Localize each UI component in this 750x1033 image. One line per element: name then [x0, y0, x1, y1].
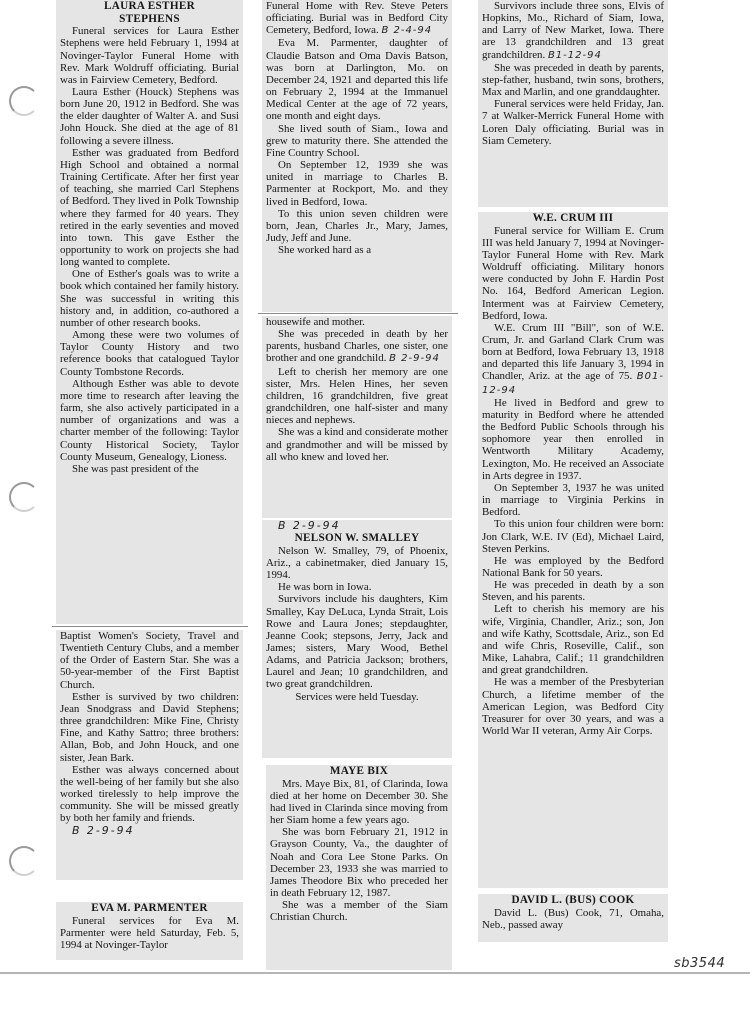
paragraph: He was a member of the Presbyterian Church, a lifetime member of the American Legion, was Bedford City Treasurer for over 30 years, and was a World War II veteran, Army Air Corps. [482, 676, 664, 737]
obituary-heading: MAYE BIX [329, 765, 389, 777]
paragraph: Funeral Home with Rev. Steve Peters officiating. Burial was in Bedford City Cemetery, Bedford, Iowa. B 2-4-94 [266, 0, 448, 37]
paragraph: To this union four children were born: Jon Clark, W.E. IV (Ed), Michael Laird, Steven Perkins. [482, 518, 664, 555]
paragraph: Among these were two volumes of Taylor County History and two reference books that catalogued Taylor County Tombstone Records. [60, 329, 239, 378]
obituary-heading: NELSON W. SMALLEY [294, 532, 420, 545]
paragraph: He was preceded in death by a son Steven, and his parents. [482, 579, 664, 604]
paragraph: She was past president of the [72, 462, 199, 475]
binder-hole-bottom [9, 846, 39, 876]
paragraph: One of Esther's goals was to write a book which contained her family history. She was successful in writing this history and, in addition, co-authored a number of other research books. [60, 268, 239, 329]
paragraph: Esther was graduated from Bedford High School and obtained a normal Training Certificate. After her first year of teaching, she married Carl Stephens of Bedford. They lived in Polk Township where they farmed for 40 years. They retired in the early seventies and moved into town. This gave Esther the opportunity to work on projects she had long wanted to complete. [60, 146, 239, 269]
paragraph: Survivors include his daughters, Kim Smalley, Kay DeLuca, Lynda Strait, Lois Rowe and Laura Jones; stepdaughter, Jeanne Cook; stepsons, Jerry, Jack and James; sisters, Mary Wood, Bethel Adams, and Patricia Jackson; brothers, Laurel and Jean; 10 grandchildren, and two great grandchildren. [266, 593, 448, 691]
obituary-heading: LAURA ESTHER [104, 0, 195, 12]
clipping-maye-bix [266, 765, 452, 970]
handwritten-date-note: B 2-9-94 [72, 823, 135, 837]
clipping-maye-bix-continued [478, 0, 668, 207]
paragraph: Left to cherish her memory are one sister, Mrs. Helen Hines, her seven children, 16 grandchildren, five great grandchildren, one half-sister and many nieces and nephews. [266, 365, 448, 427]
paragraph: Funeral services for Eva M. Parmenter were held Saturday, Feb. 5, 1994 at Novinger-Taylor [60, 914, 239, 951]
handwritten-date-note: B 2-9-94 [278, 520, 341, 532]
scan-edge-line [0, 972, 750, 974]
paragraph: Baptist Women's Society, Travel and Twentieth Century Clubs, and a member of the Order of Eastern Star. She was a 50-year-member of the First Baptist Church. [60, 630, 239, 691]
handwritten-page-reference: sb3544 [674, 956, 726, 971]
paragraph: W.E. Crum III "Bill", son of W.E. Crum, Jr. and Garland Clark Crum was born at Bedford, Iowa February 13, 1918 and departed this life January 3, 1994 in Chandler, Ariz. at the age of 75. B01-12-94 [482, 321, 664, 396]
clipping-eva-parmenter-start [56, 902, 243, 960]
paragraph: Eva M. Parmenter, daughter of Claudie Batson and Oma Davis Batson, was born at Darlington, Mo. on December 24, 1921 and departed this life on February 2, 1994 at the Immanuel Medical Center at the age of 72 years, one month and eight days. [266, 37, 448, 123]
obituary-heading: W.E. CRUM III [532, 212, 614, 224]
obituary-heading: DAVID L. (BUS) COOK [511, 894, 635, 906]
clipping-laura-esther-stephens-continued [56, 630, 243, 880]
paragraph: Funeral services for Laura Esther Stephens were held February 1, 1994 at Novinger-Taylor Funeral Home with Rev. Mark Woldruff officiating. Burial was in Fairview Cemetery, Bedford. [60, 25, 239, 86]
paragraph: She was a member of the Siam Christian Church. [270, 899, 448, 924]
paragraph: She was a kind and considerate mother and grandmother and will be missed by all who knew and loved her. [266, 426, 448, 463]
handwritten-date-note: B01-12-94 [482, 371, 664, 396]
binder-hole-top [9, 86, 39, 116]
paragraph: Esther was always concerned about the well-being of her family but she also worked tirelessly to help improve the community. She will be missed greatly by both her family and friends. [60, 763, 239, 825]
paragraph: Laura Esther (Houck) Stephens was born June 20, 1912 in Bedford. She was the elder daughter of Walter A. and Susi John Houck. She died at the age of 81 following a severe illness. [60, 85, 239, 147]
obituary-heading: EVA M. PARMENTER [91, 902, 208, 914]
paragraph: On September 12, 1939 she was united in marriage to Charles B. Parmenter at Rockport, Mo. and they lived in Bedford, Iowa. [266, 159, 448, 208]
paragraph: On September 3, 1937 he was united in marriage to Virginia Perkins in Bedford. [482, 481, 664, 519]
paragraph: Although Esther was able to devote more time to research after leaving the farm, she also actively participated in a number of organizations and was a charter member of the following: Taylor County Historical Society, Taylor County Museum, Genealogy, Lioness. [60, 377, 239, 463]
paragraph: housewife and mother. [266, 316, 365, 328]
obituary-heading-line2: STEPHENS [119, 12, 180, 25]
paragraph: David L. (Bus) Cook, 71, Omaha, Neb., passed away [482, 906, 664, 931]
paragraph: Services were held Tuesday. [295, 690, 419, 703]
paragraph: She lived south of Siam., Iowa and grew to maturity there. She attended the Fine Country School. [266, 122, 448, 159]
paragraph: Esther is survived by two children: Jean Snodgrass and David Stephens; three grandchildren: Mike Fine, Christy Fine, and Kathy Sattro; three brothers: Allan, Bob, and John Houck, and one sister, Jean Bark. [60, 690, 239, 764]
clipping-seam [52, 626, 248, 627]
paragraph: Mrs. Maye Bix, 81, of Clarinda, Iowa died at her home on December 30. She had lived in Clarinda since moving from her Siam home a few years ago. [270, 777, 448, 827]
paragraph: Nelson W. Smalley, 79, of Phoenix, Ariz., a cabinetmaker, died January 15, 1994. [266, 544, 448, 582]
paragraph: He was born in Iowa. [278, 581, 372, 594]
paragraph: To this union seven children were born, Jean, Charles Jr., Mary, James, Judy, Jeff and June. [266, 207, 448, 244]
paragraph: He lived in Bedford and grew to maturity in Bedford where he attended the Bedford Public Schools through his sophomore year then enrolled in Wentworth Military Academy, Lexington, Mo. He received an Associate in Arts degree in 1937. [482, 396, 664, 482]
clipping-we-crum-iii [478, 212, 668, 888]
binder-hole-middle [9, 482, 39, 512]
clipping-laura-esther-stephens [56, 0, 243, 624]
paragraph: He was employed by the Bedford National Bank for 50 years. [482, 554, 664, 579]
paragraph: Funeral services were held Friday, Jan. 7 at Walker-Merrick Funeral Home with Loren Daly officiating. Burial was in Siam Cemetery. [482, 98, 664, 147]
paragraph: Funeral service for William E. Crum III was held January 7, 1994 at Novinger-Taylor Funeral Home with Rev. Mark Woldruff officiating. Military honors were conducted by John F. Hardin Post No. 164, Bedford American Legion. Interment was at Fairview Cemetery, Bedford, Iowa. [482, 224, 664, 322]
clipping-seam [258, 313, 458, 314]
paragraph: She was preceded in death by her parents, husband Charles, one sister, one brother and one grandchild. B 2-9-94 [266, 328, 448, 365]
handwritten-date-note: B1-12-94 [547, 49, 602, 61]
paragraph: She was born February 21, 1912 in Grayson County, Va., the daughter of Noah and Cora Lee Stone Parks. On December 23, 1933 she was married to James Theodore Bix who preceded her in death February 12, 1987. [270, 826, 448, 899]
handwritten-date-note: B 2-9-94 [389, 353, 440, 365]
paragraph: She worked hard as a [278, 244, 372, 257]
paragraph: She was preceded in death by parents, step-father, husband, twin sons, brothers, Max and Marlin, and one granddaughter. [482, 61, 664, 99]
clipping-david-cook [478, 894, 668, 942]
paragraph: Left to cherish his memory are his wife, Virginia, Chandler, Ariz.; son, Jon and wife Kathy, Scottsdale, Ariz., son Ed and wife Chris, Roseville, Calif., son Mike, Lahabra, Calif.; 11 grandchildren and great grandchildren. [482, 603, 664, 677]
paragraph: Survivors include three sons, Elvis of Hopkins, Mo., Richard of Siam, Iowa, and Larry of New Market, Iowa. There are 13 grandchildren and 13 great grandchildren. B1-12-94 [482, 0, 664, 61]
clipping-nelson-smalley [262, 520, 452, 758]
clipping-eva-parmenter-continued [262, 0, 452, 312]
handwritten-date-note: B 2-4-94 [381, 25, 433, 37]
clipping-eva-parmenter-end [262, 316, 452, 518]
